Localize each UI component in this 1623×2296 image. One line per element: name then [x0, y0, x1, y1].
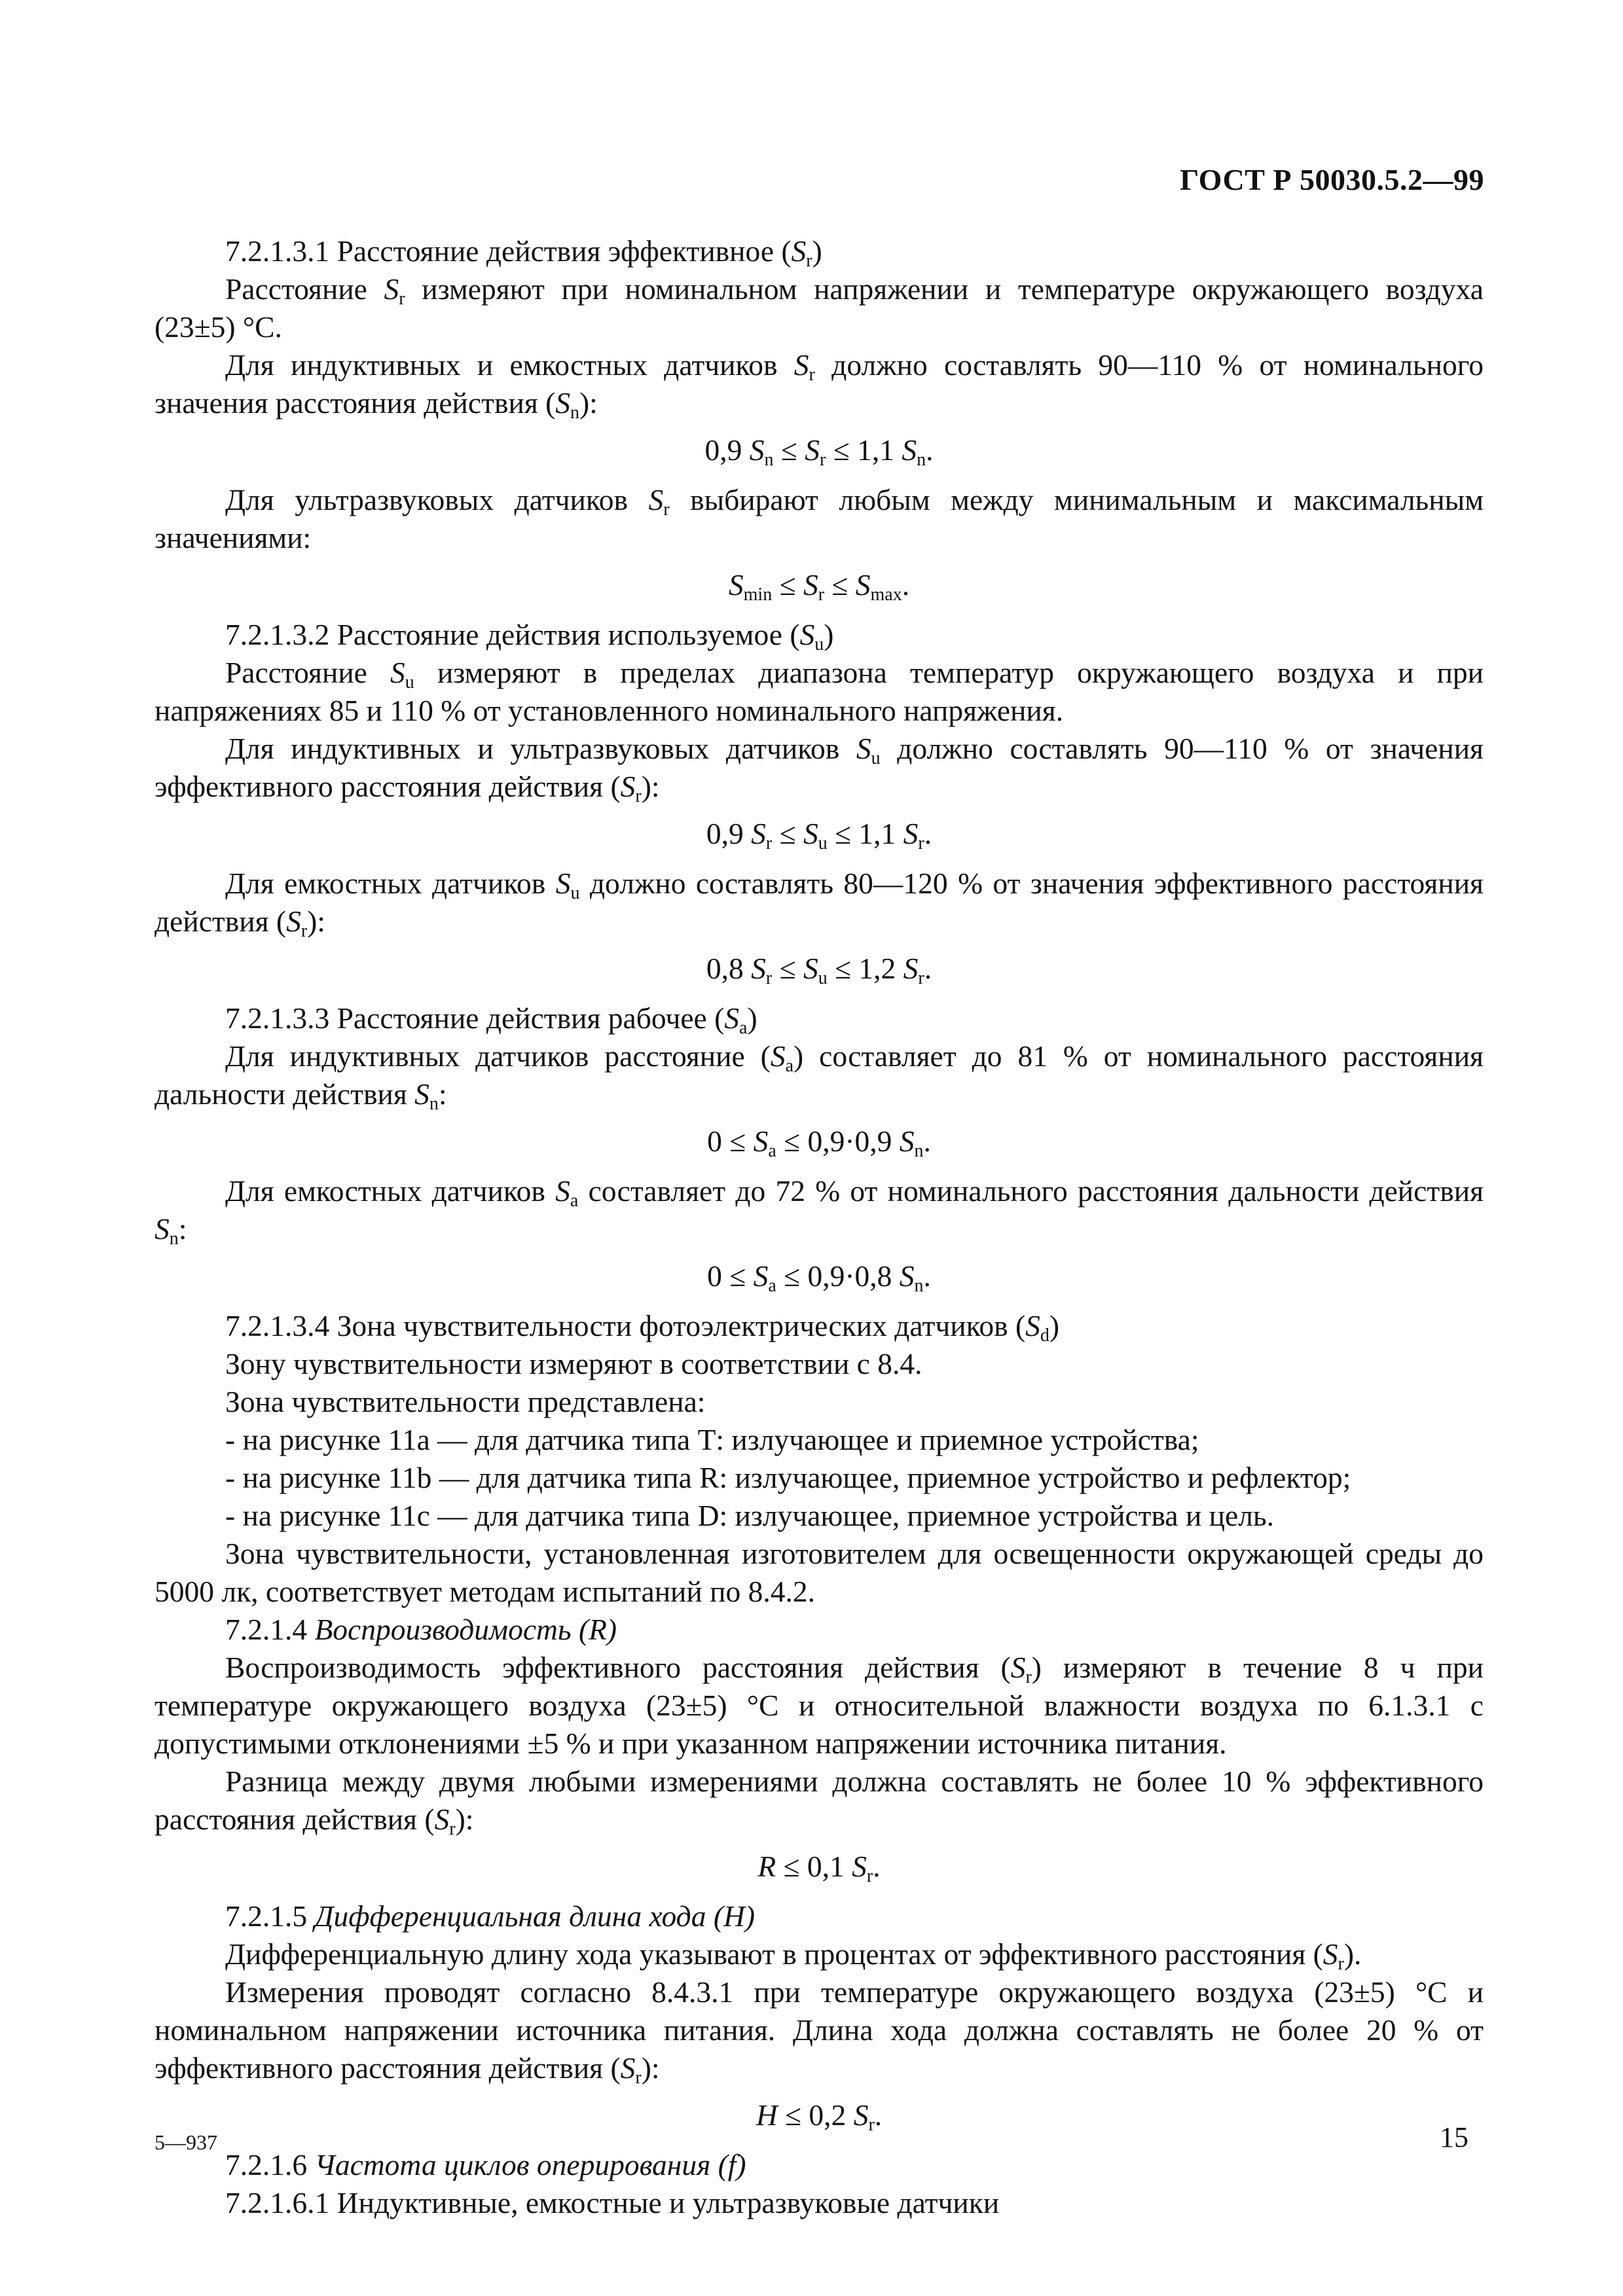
section-heading: 7.2.1.3.4 Зона чувствительности фотоэлектрических датчиков $(S_d)$	[225, 1309, 1060, 1346]
section-heading: 7.2.1.6.1 Индуктивные, емкостные и ультразвуковые датчики	[225, 2186, 1000, 2219]
paragraph: Для индуктивных и емкостных датчиков $S_r$ должно составлять 90—110 % от номинального значения расстояния действия $(S_n)$:	[155, 348, 1484, 423]
section-heading: 7.2.1.3.2 Расстояние действия используемое $(S_u)$	[225, 618, 834, 655]
paragraph: Дифференциальную длину хода указывают в процентах от эффективного расстояния $(S_r)$.	[225, 1937, 1362, 1974]
paragraph: Зона чувствительности представлена:	[225, 1385, 706, 1418]
paragraph: Для индуктивных и ультразвуковых датчиков $S_u$ должно составлять 90—110 % от значения эффективного расстояния действия $(S_r)$:	[155, 732, 1484, 806]
paragraph: Расстояние $S_u$ измеряют в пределах диапазона температур окружающего воздуха и при напряжениях 85 и 110 % от установленного номинального напряжения.	[155, 656, 1484, 727]
paragraph: Расстояние $S_r$ измеряют при номинальном напряжении и температуре окружающего воздуха (23±5) °С.	[155, 272, 1484, 344]
paragraph: Для ультразвуковых датчиков $S_r$ выбирают любым между минимальным и максимальным значениями:	[155, 483, 1484, 554]
formula: H ≤ 0,2 $S_r$.	[756, 2098, 883, 2135]
formula: $S_{min} \le S_r \le S_{max}$.	[728, 568, 910, 605]
section-heading: 7.2.1.3.3 Расстояние действия рабочее $(S_a)$	[225, 1001, 757, 1038]
page-number: 15	[1440, 2121, 1468, 2153]
paragraph: Для емкостных датчиков $S_a$ составляет до 72 % от номинального расстояния дальности действия $S_n$:	[155, 1174, 1484, 1249]
paragraph: Для индуктивных датчиков расстояние $(S_a)$ составляет до 81 % от номинального расстояния дальности действия $S_n$:	[155, 1039, 1484, 1114]
paragraph: - на рисунке 11а — для датчика типа Т: излучающее и приемное устройства;	[225, 1423, 1199, 1456]
print-code: 5—937	[155, 2130, 217, 2154]
paragraph: Разница между двумя любыми измерениями должна составлять не более 10 % эффективного расстояния действия $(S_r)$:	[155, 1765, 1484, 1839]
paragraph: Для емкостных датчиков $S_u$ должно составлять 80—120 % от значения эффективного расстояния действия $(S_r)$:	[155, 867, 1484, 941]
paragraph: Зона чувствительности, установленная изготовителем для освещенности окружающей среды до 5000 лк, соответствует методам испытаний по 8.4.2.	[155, 1537, 1484, 1608]
paragraph: - на рисунке 11с — для датчика типа D: излучающее, приемное устройства и цель.	[225, 1499, 1275, 1532]
paragraph: Зону чувствительности измеряют в соответствии с 8.4.	[225, 1347, 922, 1380]
section-heading: 7.2.1.3.1 Расстояние действия эффективное $(S_r)$	[225, 234, 822, 271]
formula: $0 \le S_a \le 0,9\cdot 0,9$ $S_n$.	[707, 1124, 931, 1161]
document-number: ГОСТ Р 50030.5.2—99	[1180, 163, 1484, 196]
paragraph: Воспроизводимость эффективного расстояния действия $(S_r)$ измеряют в течение 8 ч при температуре окружающего воздуха (23±5) °С и относительной влажности воздуха по 6.1.3.1 с допустимыми отклонениями ±5 % и при указанном напряжении источника питания.	[155, 1651, 1484, 1760]
formula: $0 \le S_a \le 0,9\cdot 0,8$ $S_n$.	[707, 1259, 931, 1296]
section-heading: 7.2.1.5 Дифференциальная длина хода (Н)	[225, 1899, 755, 1933]
formula: 0,9 $S_n \le S_r \le 1,1$ $S_n$.	[704, 433, 934, 470]
section-heading: 7.2.1.6 Частота циклов оперирования (f)	[225, 2148, 746, 2181]
formula: 0,8 $S_r \le S_u \le 1,2$ $S_r$.	[706, 952, 932, 988]
paragraph: Измерения проводят согласно 8.4.3.1 при температуре окружающего воздуха (23±5) °С и номинальном напряжении источника питания. Длина хода должна составлять не более 20 % от эффективного расстояния действия $(S_r)$:	[155, 1975, 1484, 2088]
document-body	[155, 232, 1484, 2222]
formula: R ≤ 0,1 $S_r$.	[757, 1850, 881, 1886]
paragraph: - на рисунке 11b — для датчика типа R: излучающее, приемное устройство и рефлектор;	[225, 1461, 1351, 1494]
section-heading: 7.2.1.4 Воспроизводимость (R)	[225, 1613, 617, 1646]
formula: 0,9 $S_r \le S_u \le 1,1$ $S_r$.	[706, 817, 932, 853]
